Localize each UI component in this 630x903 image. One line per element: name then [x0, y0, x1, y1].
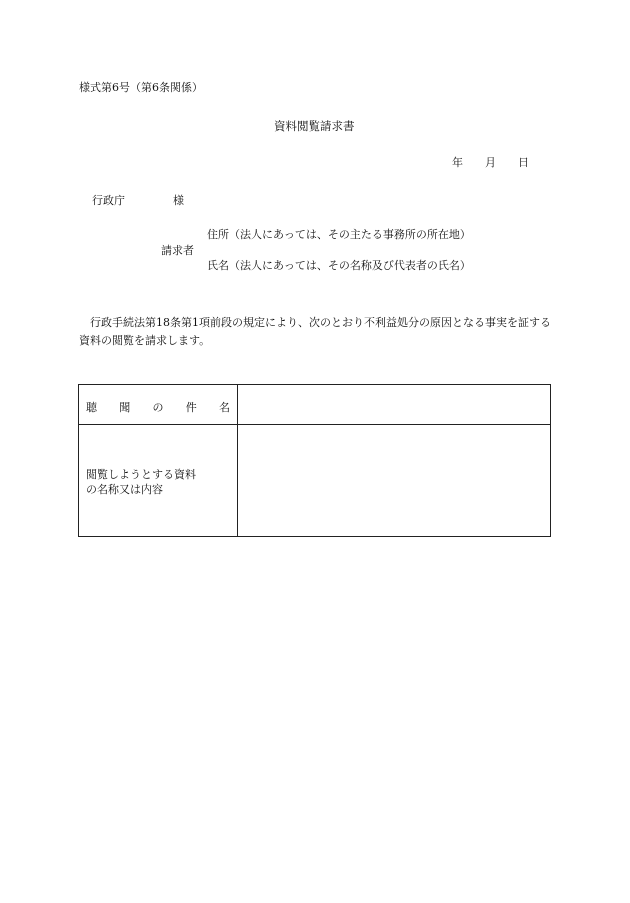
date-month-label: 月: [485, 156, 496, 169]
date-day-label: 日: [518, 156, 529, 169]
case-label-char: 聞: [119, 401, 131, 414]
request-body-text: [79, 314, 559, 350]
agency-label: 行政庁: [92, 194, 125, 207]
requester-address-label: 住所（法人にあっては、その主たる事務所の所在地）: [207, 228, 471, 241]
material-label-line: 閲覧しようとする資料: [86, 468, 196, 481]
addressee-line: [92, 195, 184, 206]
requester-name-label: 氏名（法人にあっては、その名称及び代表者の氏名）: [207, 259, 471, 272]
table-column-divider: [237, 385, 238, 536]
form-number: 様式第6号（第6条関係）: [79, 81, 203, 94]
request-body-content: 行政手続法第18条第1項前段の規定により、次のとおり不利益処分の原因となる事実を証する資料の閲覧を請求します。: [79, 316, 551, 347]
date-year-label: 年: [452, 156, 463, 169]
date-line: [452, 157, 529, 168]
case-name-label: [86, 399, 230, 415]
request-table: [78, 384, 551, 537]
requester-label: 請求者: [161, 244, 194, 257]
material-label: [86, 467, 234, 497]
case-label-char: 名: [219, 401, 230, 414]
case-label-char: 件: [185, 401, 197, 414]
material-label-line: の名称又は内容: [86, 483, 163, 496]
document-title: 資料閲覧請求書: [274, 119, 355, 133]
case-label-char: の: [152, 401, 164, 414]
honorific-label: 様: [173, 194, 184, 207]
case-label-char: 聴: [86, 401, 97, 414]
